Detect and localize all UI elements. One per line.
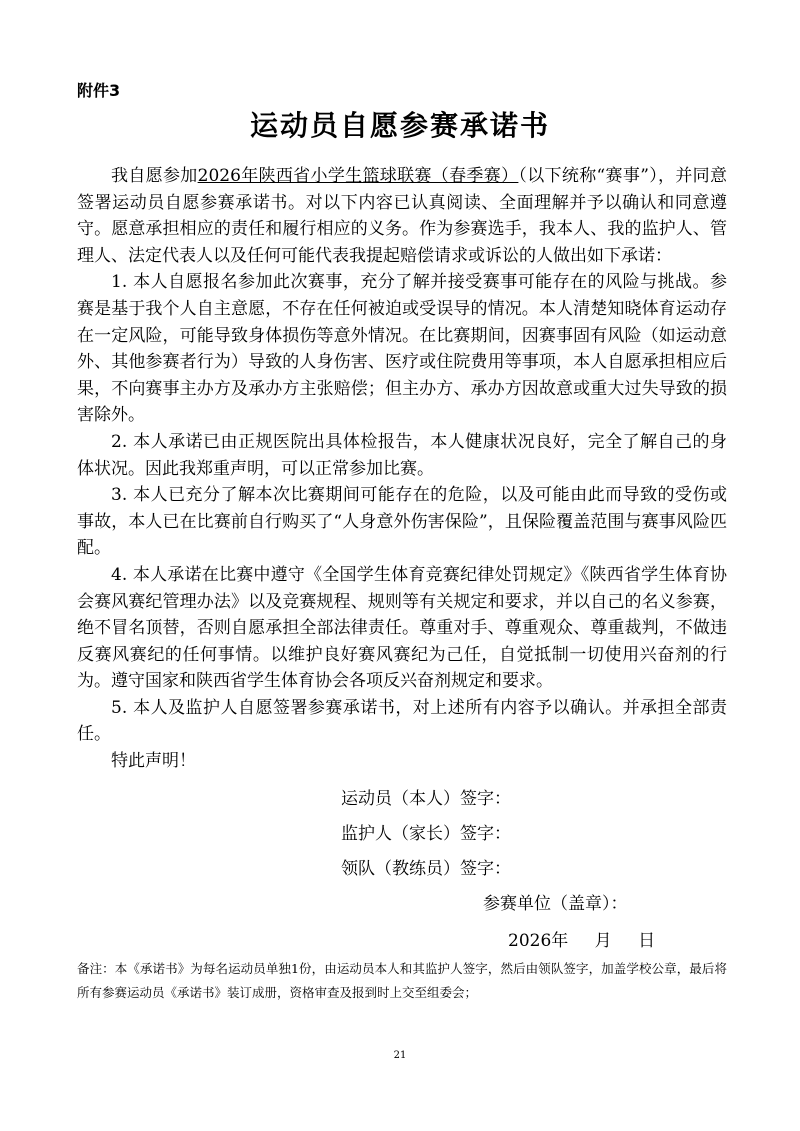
clause-5: 5. 本人及监护人自愿签署参赛承诺书，对上述所有内容予以确认。并承担全部责任。: [77, 697, 727, 745]
clause-3: 3. 本人已充分了解本次比赛期间可能存在的危险，以及可能由此而导致的受伤或事故，本人已在比赛前自行购买了“人身意外伤害保险”，且保险覆盖范围与赛事风险匹配。: [77, 485, 727, 559]
intro-before: 我自愿参加: [111, 166, 198, 186]
intro-after: （以下统称“赛事”），并同意签署运动员自愿参赛承诺书。对以下内容已认真阅读、全面理解并予以确认和同意遵守。愿意承担相应的责任和履行相应的义务。作为参赛选手，我本人、我的监护人、管理人、法定代表人以及任何可能代表我提起赔偿请求或诉讼的人做出如下承诺：: [77, 166, 728, 266]
footnote: 备注：本《承诺书》为每名运动员单独1份，由运动员本人和其监护人签字，然后由领队签字，加盖学校公章，最后将所有参赛运动员《承诺书》装订成册，资格审查及报到时上交至组委会；: [77, 961, 727, 1000]
attachment-label: 附件3: [77, 81, 121, 100]
page-number: 21: [393, 1050, 407, 1061]
clause-4: 4. 本人承诺在比赛中遵守《全国学生体育竞赛纪律处罚规定》《陕西省学生体育协会赛风赛纪管理办法》以及竞赛规程、规则等有关规定和要求，并以自己的名义参赛，绝不冒名顶替，否则自愿承担全部法律责任。尊重对手、尊重观众、尊重裁判，不做违反赛风赛纪的任何事情。以维护良好赛风赛纪为己任，自觉抵制一切使用兴奋剂的行为。遵守国家和陕西省学生体育协会各项反兴奋剂规定和要求。: [77, 564, 727, 692]
closing-statement: 特此声明！: [111, 751, 196, 772]
unit-seal-line: 参赛单位（盖章）：: [483, 894, 628, 914]
intro-paragraph: [77, 163, 727, 269]
guardian-signature-line: 监护人（家长）签字：: [341, 824, 511, 844]
document-title: 运动员自愿参赛承诺书: [249, 109, 550, 142]
document-body: [77, 163, 727, 775]
coach-signature-line: 领队（教练员）签字：: [341, 859, 511, 879]
clause-2: 2. 本人承诺已由正规医院出具体检报告，本人健康状况良好，完全了解自己的身体状况。因此我郑重声明，可以正常参加比赛。: [77, 431, 727, 479]
signature-date: 2026年 月 日: [508, 931, 656, 951]
event-name: 2026年陕西省小学生篮球联赛（春季赛）: [197, 166, 519, 186]
athlete-signature-line: 运动员（本人）签字：: [341, 789, 511, 809]
clause-1: 1. 本人自愿报名参加此次赛事，充分了解并接受赛事可能存在的风险与挑战。参赛是基于我个人自主意愿，不存在任何被迫或受误导的情况。本人清楚知晓体育运动存在一定风险，可能导致身体损伤等意外情况。在比赛期间，因赛事固有风险（如运动意外、其他参赛者行为）导致的人身伤害、医疗或住院费用等事项，本人自愿承担相应后果，不向赛事主办方及承办方主张赔偿；但主办方、承办方因故意或重大过失导致的损害除外。: [77, 272, 727, 426]
